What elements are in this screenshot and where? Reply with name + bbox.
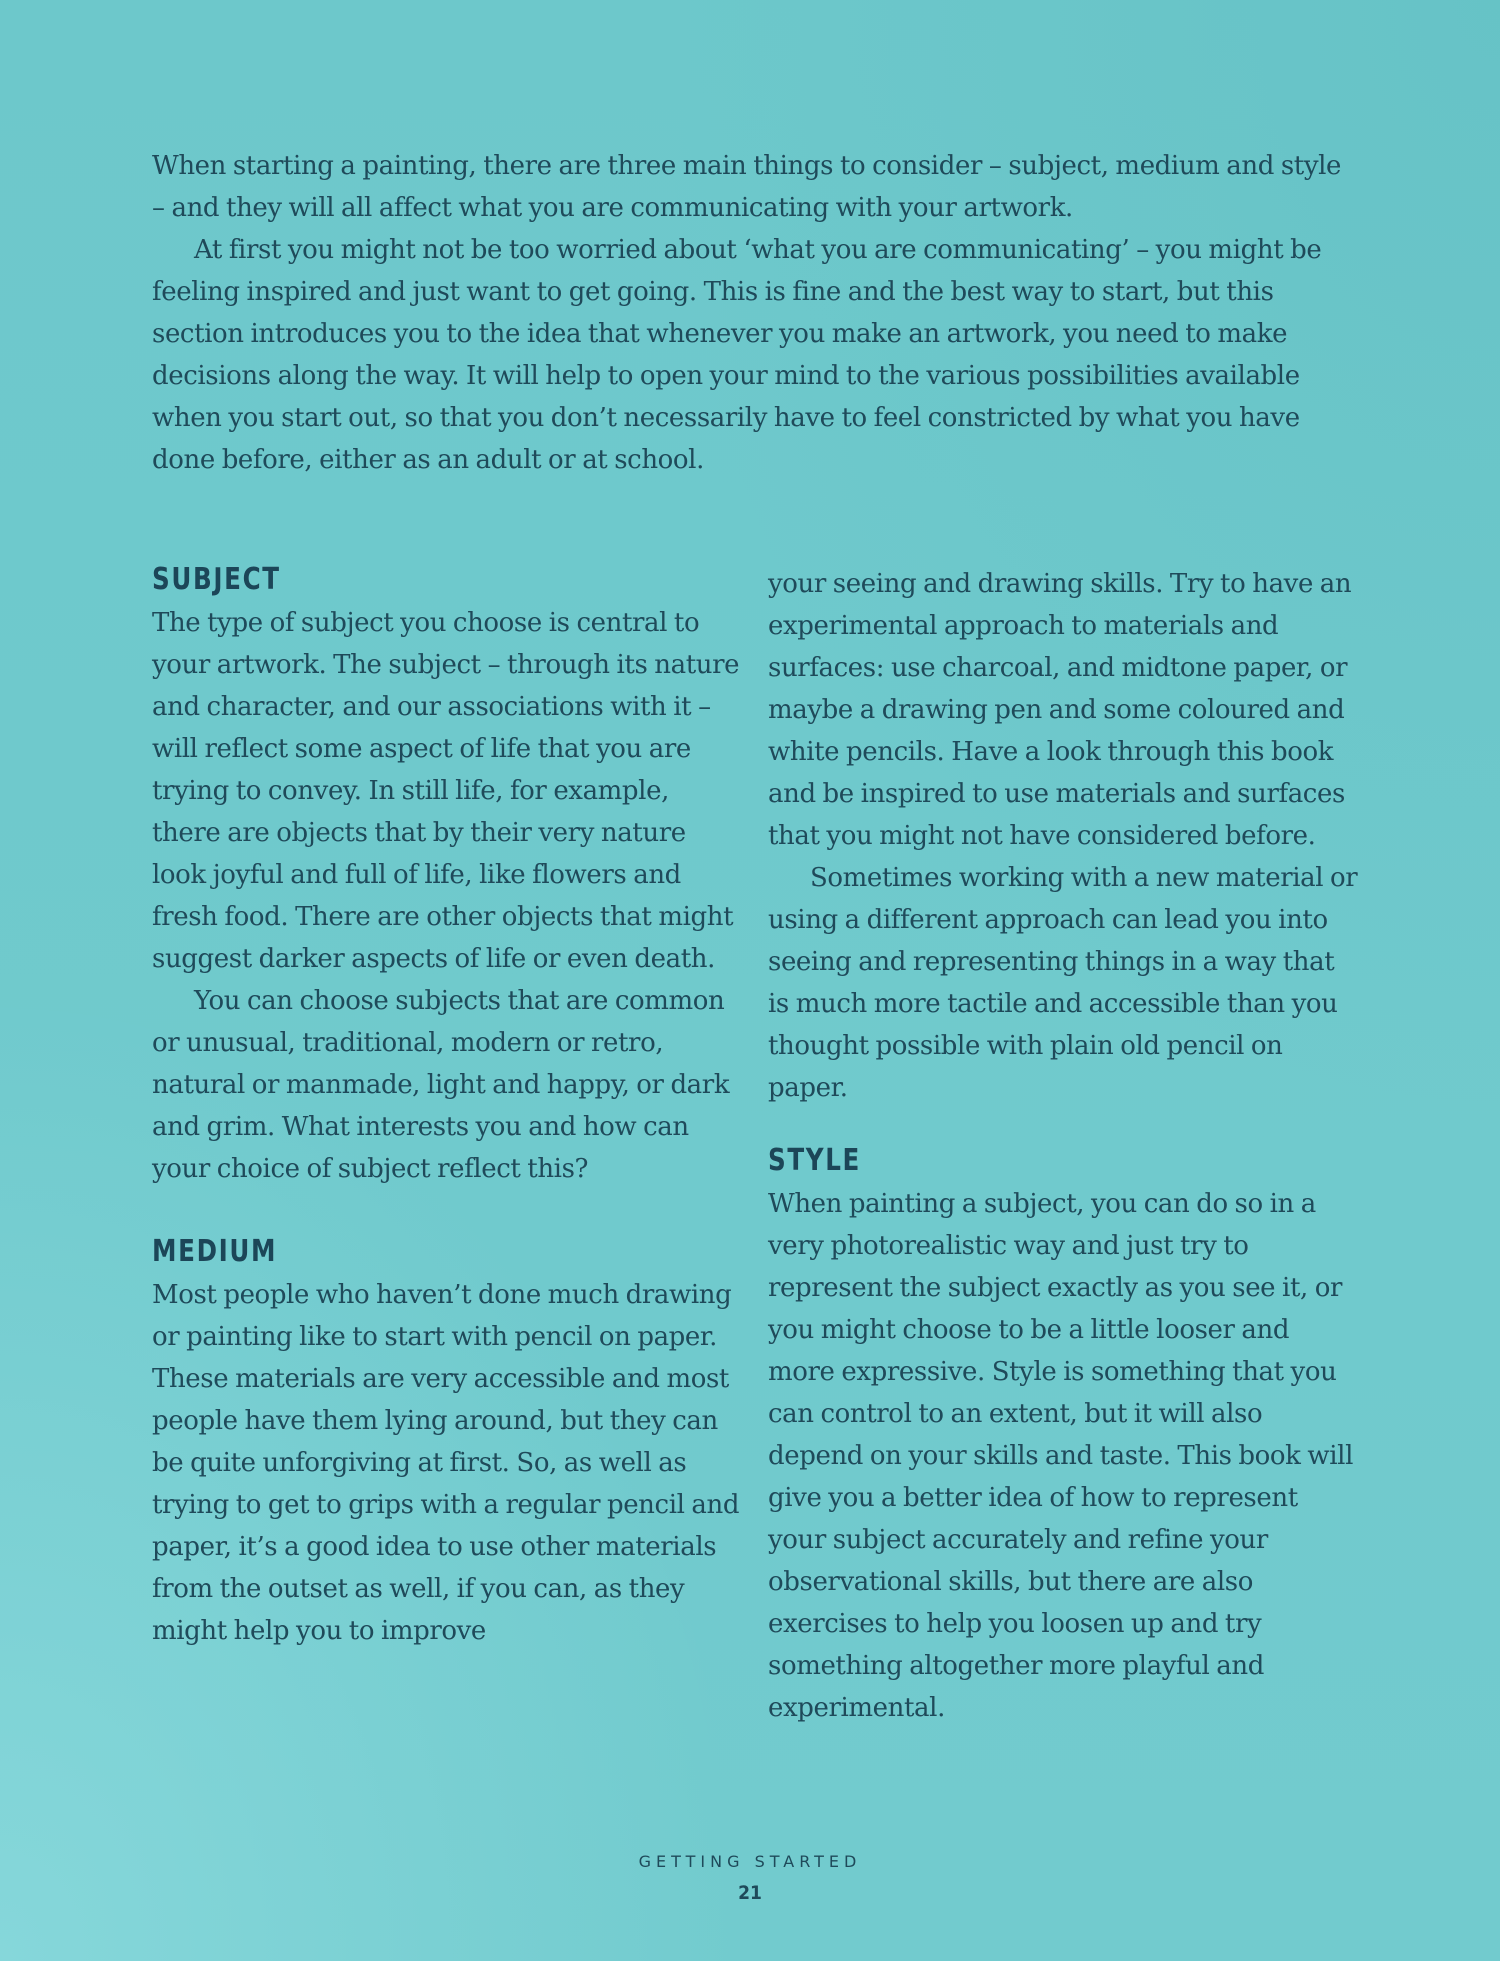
- right-column: [768, 563, 1358, 1729]
- page-number: 21: [738, 1882, 762, 1904]
- style-heading: STYLE: [768, 1143, 861, 1178]
- intro-paragraph-1: When starting a painting, there are three main things to consider – subject, medium and style – and they will all affect what you are communicating with your artwork.: [152, 151, 1342, 223]
- subject-paragraph-2: You can choose subjects that are common or unusual, traditional, modern or retro, natural or manmade, light and happy, or dark and grim. What interests you and how can your choice of subject reflect this?: [152, 986, 730, 1184]
- medium-heading: MEDIUM: [152, 1234, 278, 1269]
- intro-text: [152, 145, 1352, 481]
- medium-paragraph-1-continued: your seeing and drawing skills. Try to have an experimental approach to materials and surfaces: use charcoal, and midtone paper, or maybe a drawing pen and some coloured and white pencils. Have a look through this book and be inspired to use materials and surfaces that you might not have considered before.: [768, 569, 1352, 851]
- intro-paragraph-2: At first you might not be too worried about ‘what you are communicating’ – you might be feeling inspired and just want to get going. This is fine and the best way to start, but this section introduces you to the idea that whenever you make an artwork, you need to make decisions along the way. It will help to open your mind to the various possibilities available when you start out, so that you don’t necessarily have to feel constricted by what you have done before, either as an adult or at school.: [152, 235, 1322, 475]
- running-footer-section: GETTING STARTED: [638, 1852, 862, 1871]
- style-paragraph-1: When painting a subject, you can do so in a very photorealistic way and just try to represent the subject exactly as you see it, or you might choose to be a little looser and more expressive. Style is something that you can control to an extent, but it will also depend on your skills and taste. This book will give you a better idea of how to represent your subject accurately and refine your observational skills, but there are also exercises to help you loosen up and try something altogether more playful and experimental.: [768, 1189, 1354, 1723]
- medium-paragraph-1: Most people who haven’t done much drawing or painting like to start with pencil on paper. These materials are very accessible and most people have them lying around, but they can be quite unforgiving at first. So, as well as trying to get to grips with a regular pencil and paper, it’s a good idea to use other materials from the outset as well, if you can, as they might help you to improve: [152, 1280, 740, 1646]
- section-spacer: [152, 1190, 742, 1230]
- page-footer: [0, 1850, 1500, 1908]
- left-column: [152, 558, 742, 1652]
- subject-paragraph-1: The type of subject you choose is central to your artwork. The subject – through its nature and character, and our associations with it – will reflect some aspect of life that you are trying to convey. In still life, for example, there are objects that by their very nature look joyful and full of life, like flowers and fresh food. There are other objects that might suggest darker aspects of life or even death.: [152, 608, 740, 974]
- subject-heading: SUBJECT: [152, 562, 281, 597]
- section-spacer: [768, 1109, 1358, 1139]
- medium-paragraph-2: Sometimes working with a new material or using a different approach can lead you into seeing and representing things in a way that is much more tactile and accessible than you thought possible with plain old pencil on paper.: [768, 863, 1358, 1103]
